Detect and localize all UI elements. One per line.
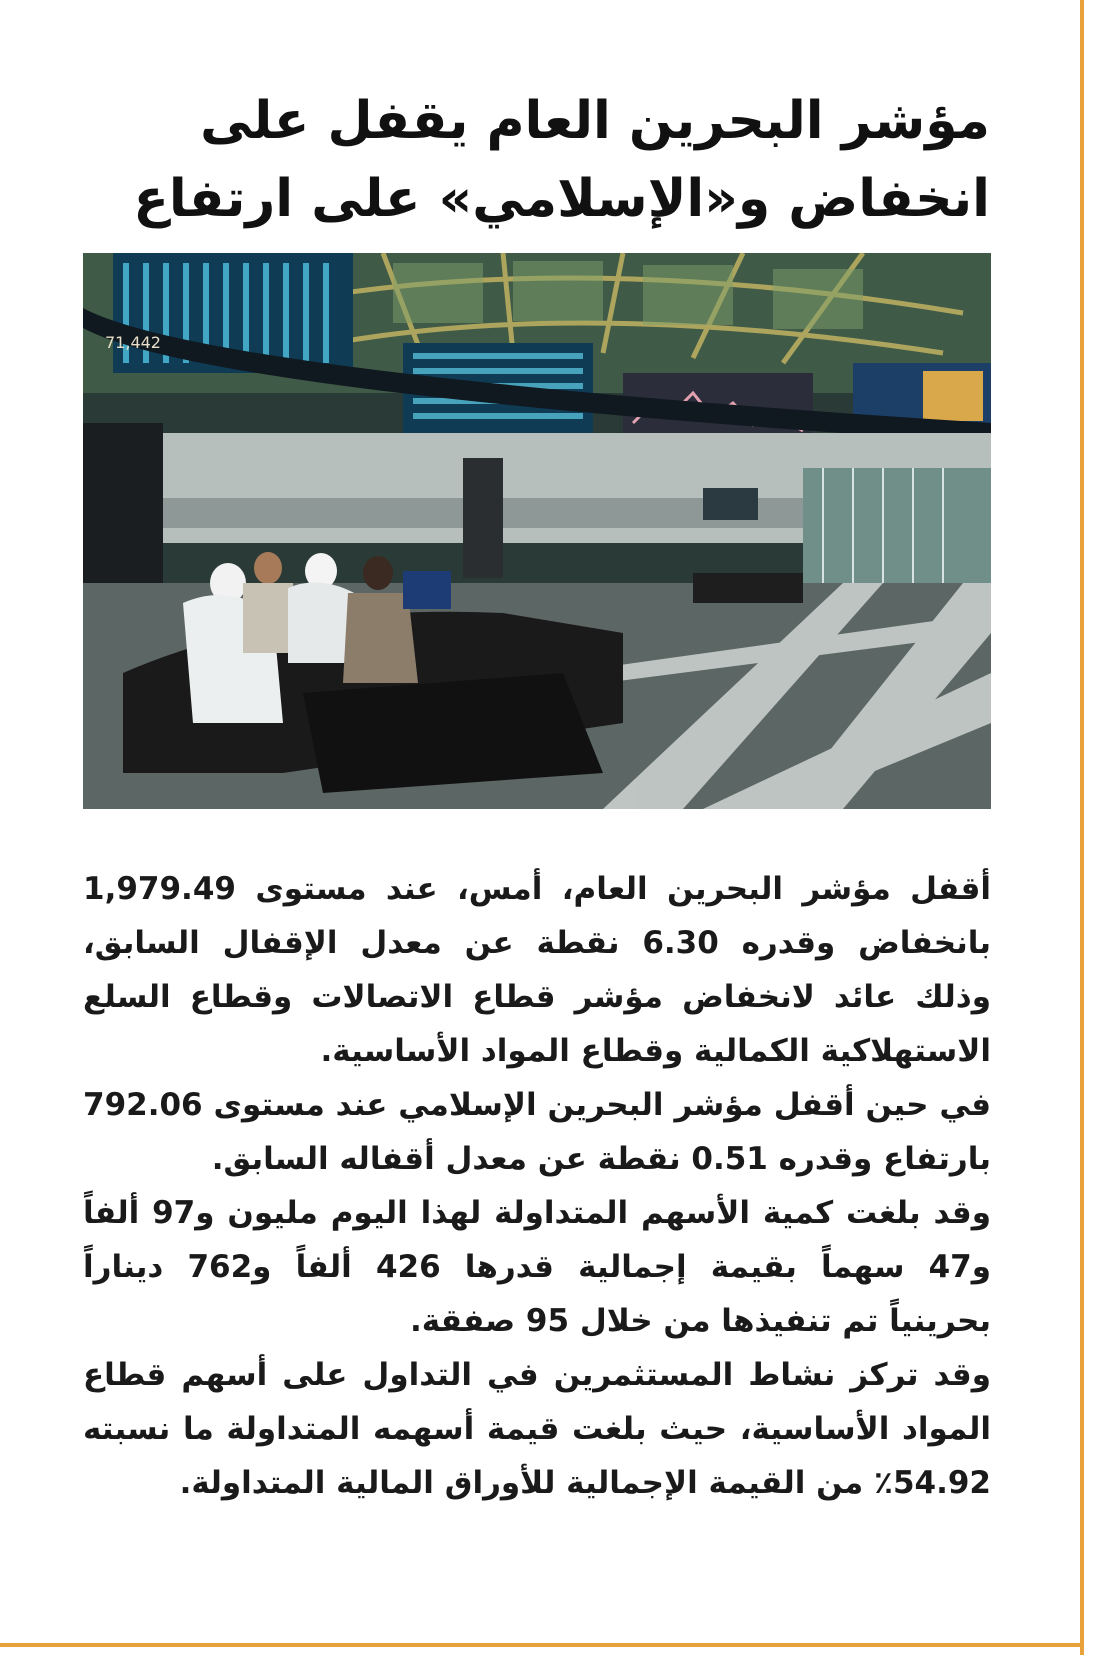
article-photo (83, 253, 991, 809)
article-headline: مؤشر البحرين العام يقفل على انخفاض و«الإسلامي» على ارتفاع (133, 91, 990, 229)
bottom-border-rule (0, 1643, 1084, 1647)
right-border-rule (1080, 0, 1084, 1655)
article-body (83, 862, 991, 1510)
article-paragraph-3: وقد بلغت كمية الأسهم المتداولة لهذا اليوم مليون و97 ألفاً و47 سهماً بقيمة إجمالية قدرها 426 ألفاً و762 ديناراً بحرينياً تم تنفيذها من خلال 95 صفقة. (83, 1195, 991, 1339)
article-paragraph-1: أقفل مؤشر البحرين العام، أمس، عند مستوى 1,979.49 بانخفاض وقدره 6.30 نقطة عن معدل الإقفال السابق، وذلك عائد لانخفاض مؤشر قطاع الاتصالات وقطاع السلع الاستهلاكية الكمالية وقطاع المواد الأساسية. (83, 871, 991, 1069)
ticker-text: 71,442 (105, 333, 161, 352)
stock-exchange-photo (83, 253, 991, 809)
article-paragraph-2: في حين أقفل مؤشر البحرين الإسلامي عند مستوى 792.06 بارتفاع وقدره 0.51 نقطة عن معدل أقفاله السابق. (83, 1087, 991, 1177)
article-paragraph-4: وقد تركز نشاط المستثمرين في التداول على أسهم قطاع المواد الأساسية، حيث بلغت قيمة أسهمه المتداولة ما نسبته 54.92٪ من القيمة الإجمالية للأوراق المالية المتداولة. (83, 1357, 991, 1501)
